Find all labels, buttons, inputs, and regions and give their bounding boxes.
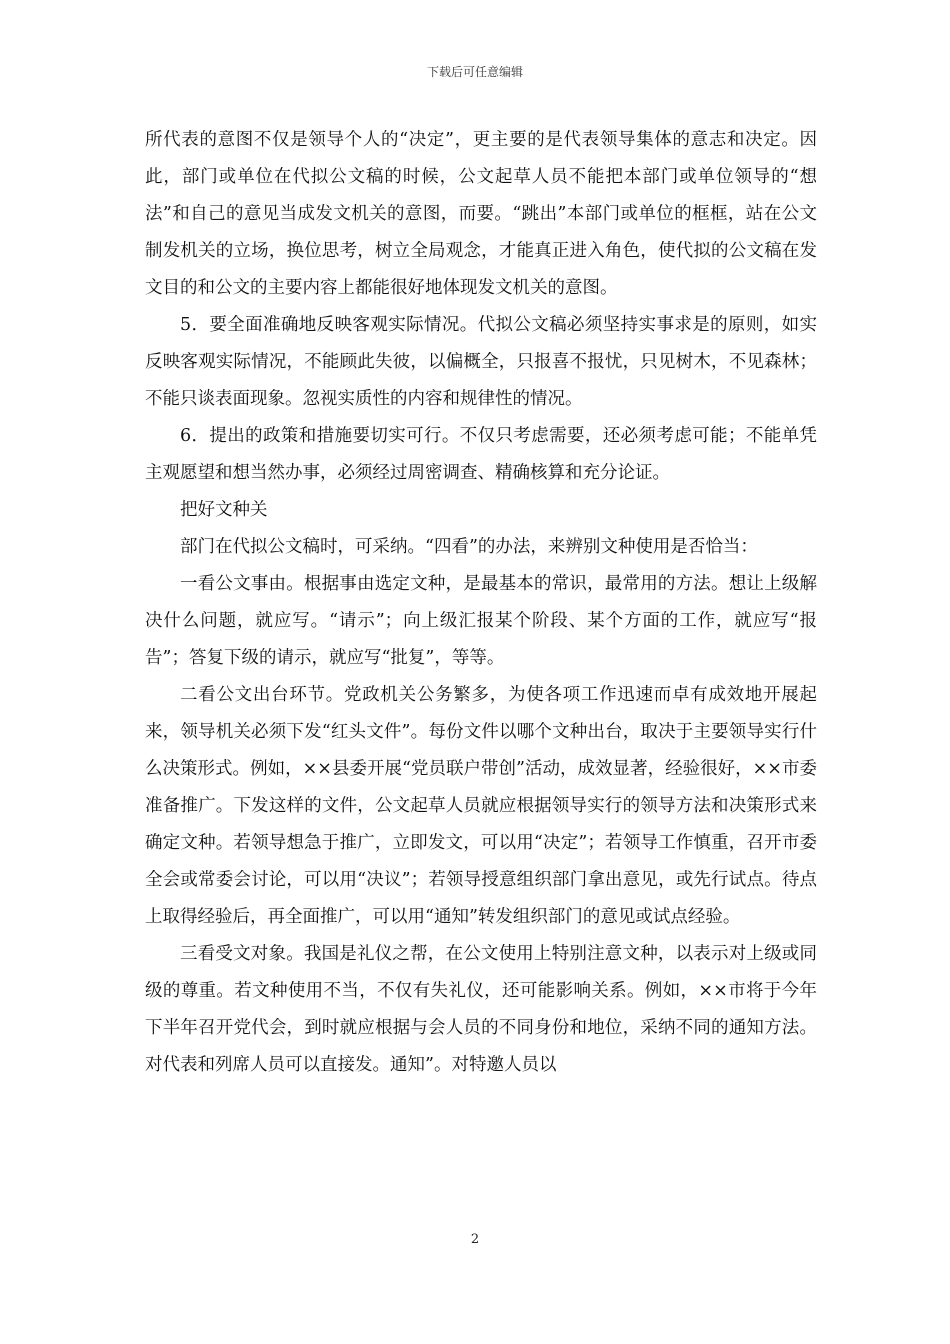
paragraph-first-look: 一看公文事由。根据事由选定文种，是最基本的常识，最常用的方法。想让上级解决什么问题，就应写。“请示”；向上级汇报某个阶段、某个方面的工作，就应写“报告”；答复下级的请示，就应写“批复”，等等。: [145, 574, 817, 668]
paragraph-item-6: 6．提出的政策和措施要切实可行。不仅只考虑需要，还必须考虑可能；不能单凭主观愿望和想当然办事，必须经过周密调查、精确核算和充分论证。: [145, 426, 817, 483]
page-header: 下载后可任意编辑: [426, 65, 523, 79]
paragraph-intro: 部门在代拟公文稿时，可采纳。“四看”的办法，来辨别文种使用是否恰当：: [180, 537, 758, 557]
paragraph-second-look: 二看公文出台环节。党政机关公务繁多，为使各项工作迅速而卓有成效地开展起来，领导机关必须下发“红头文件”。每份文件以哪个文种出台，取决于主要领导实行什么决策形式。例如，××县委开展“党员联户带创”活动，成效显著，经验很好，××市委准备推广。下发这样的文件，公文起草人员就应根据领导实行的领导方法和决策形式来确定文种。若领导想急于推广，立即发文，可以用“决定”；若领导工作慎重，召开市委全会或常委会讨论，可以用“决议”；若领导授意组织部门拿出意见，或先行试点。待点上取得经验后，再全面推广，可以用“通知”转发组织部门的意见或试点经验。: [145, 685, 817, 927]
paragraph-item-5: 5．要全面准确地反映客观实际情况。代拟公文稿必须坚持实事求是的原则，如实反映客观实际情况，不能顾此失彼，以偏概全，只报喜不报忧，只见树木，不见森林；不能只谈表面现象。忽视实质性的内容和规律性的情况。: [145, 315, 817, 409]
section-heading: 把好文种关: [180, 500, 268, 520]
paragraph-third-look: 三看受文对象。我国是礼仪之帮，在公文使用上特别注意文种，以表示对上级或同级的尊重。若文种使用不当，不仅有失礼仪，还可能影响关系。例如，××市将于今年下半年召开党代会，到时就应根据与会人员的不同身份和地位，采纳不同的通知方法。对代表和列席人员可以直接发。通知”。对特邀人员以: [145, 944, 817, 1075]
page-number: 2: [470, 1232, 480, 1247]
document-body: [145, 122, 817, 1084]
paragraph-continuation: 所代表的意图不仅是领导个人的“决定”，更主要的是代表领导集体的意志和决定。因此，部门或单位在代拟公文稿的时候，公文起草人员不能把本部门或单位领导的“想法”和自己的意见当成发文机关的意图，而要。“跳出”本部门或单位的框框，站在公文制发机关的立场，换位思考，树立全局观念，才能真正进入角色，使代拟的公文稿在发文目的和公文的主要内容上都能很好地体现发文机关的意图。: [145, 130, 817, 298]
